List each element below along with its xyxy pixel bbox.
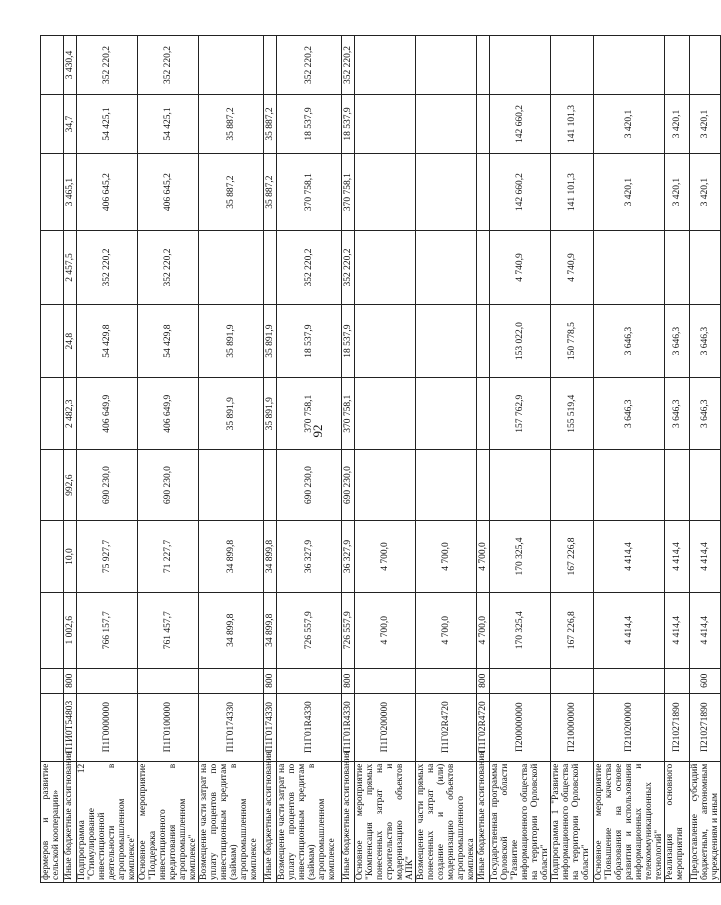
- amount-cell: 352 220,2: [277, 231, 342, 305]
- amount-cell: 406 645,2: [77, 154, 138, 231]
- amount-cell: 3 646,3: [665, 378, 690, 449]
- amount-cell: 2 457,5: [64, 231, 77, 305]
- amount-cell: 4 700,0: [477, 521, 490, 592]
- amount-cell: 4 700,0: [416, 521, 477, 592]
- amount-cell: 167 226,8: [551, 521, 594, 592]
- amount-cell: [416, 304, 477, 378]
- amount-cell: 18 537,9: [342, 95, 355, 154]
- amount-cell: 2 482,3: [64, 378, 77, 449]
- amount-cell: [477, 231, 490, 305]
- expense-type-cell: 800: [264, 668, 277, 693]
- amount-cell: 3 420,1: [690, 154, 721, 231]
- amount-cell: [416, 154, 477, 231]
- expense-type-cell: [41, 668, 64, 693]
- amount-cell: 690 230,0: [342, 449, 355, 520]
- amount-cell: [594, 449, 665, 520]
- amount-cell: 1 002,6: [64, 592, 77, 668]
- row-name-cell: фермеров и развитие сельской кооперации»: [41, 761, 64, 882]
- table-row: [416, 36, 477, 883]
- expense-type-cell: [355, 668, 416, 693]
- amount-cell: [477, 95, 490, 154]
- amount-cell: 36 327,9: [342, 521, 355, 592]
- amount-cell: [477, 154, 490, 231]
- amount-cell: 406 649,9: [77, 378, 138, 449]
- amount-cell: 34 899,8: [264, 592, 277, 668]
- amount-cell: 4 414,4: [690, 592, 721, 668]
- amount-cell: [41, 231, 64, 305]
- amount-cell: [41, 592, 64, 668]
- row-name-cell: Возмещение части затрат на уплату процентов по инвестиционным кредитам (займам) в агропромышленном комплексе: [277, 761, 342, 882]
- amount-cell: [690, 231, 721, 305]
- amount-cell: 3 646,3: [690, 378, 721, 449]
- amount-cell: 35 887,2: [199, 95, 264, 154]
- amount-cell: [355, 154, 416, 231]
- table-row: [277, 36, 342, 883]
- amount-cell: 142 660,2: [490, 95, 551, 154]
- row-name-cell: Государственная программа Орловской области "Развитие информационного общества на территории Орловской области": [490, 761, 551, 882]
- row-name-cell: Возмещение части затрат на уплату процентов по инвестиционным кредитам (займам) в агропромышленном комплексе: [199, 761, 264, 882]
- target-article-code-cell: П200000000: [490, 693, 551, 761]
- amount-cell: 4 414,4: [594, 521, 665, 592]
- amount-cell: [355, 449, 416, 520]
- amount-cell: 24,8: [64, 304, 77, 378]
- amount-cell: 141 101,3: [551, 154, 594, 231]
- table-row: [490, 36, 551, 883]
- amount-cell: 4 414,4: [665, 521, 690, 592]
- amount-cell: 3 420,1: [690, 95, 721, 154]
- amount-cell: 3 646,3: [690, 304, 721, 378]
- amount-cell: 4 700,0: [416, 592, 477, 668]
- expense-type-cell: [490, 668, 551, 693]
- target-article-code-cell: П210271890: [665, 693, 690, 761]
- row-name-cell: Возмещение части прямых понесенных затрат на создание и (или) модернизацию объектов агропромышленного комплекса: [416, 761, 477, 882]
- amount-cell: 141 101,3: [551, 95, 594, 154]
- expense-type-cell: [199, 668, 264, 693]
- row-name-cell: Основное мероприятие "Повышение качества образования на основе развития и использования информационных и телекоммуникационных технологий": [594, 761, 665, 882]
- row-name-cell: Основное мероприятие "Компенсация прямых понесенных затрат на строительство и модернизацию объектов АПК": [355, 761, 416, 882]
- table-row: [690, 36, 721, 883]
- amount-cell: 34 899,8: [199, 592, 264, 668]
- table-row: [199, 36, 264, 883]
- amount-cell: [355, 304, 416, 378]
- amount-cell: 690 230,0: [77, 449, 138, 520]
- rotated-table-container: [40, 35, 720, 883]
- amount-cell: [416, 95, 477, 154]
- expense-type-cell: [551, 668, 594, 693]
- budget-table: [40, 35, 721, 883]
- amount-cell: 35 887,2: [199, 154, 264, 231]
- row-name-cell: Иные бюджетные ассигнования: [342, 761, 355, 882]
- amount-cell: [264, 231, 277, 305]
- amount-cell: [690, 36, 721, 95]
- amount-cell: [477, 378, 490, 449]
- amount-cell: 3 420,1: [594, 154, 665, 231]
- amount-cell: 35 887,2: [264, 154, 277, 231]
- amount-cell: 35 887,2: [264, 95, 277, 154]
- amount-cell: 406 649,9: [138, 378, 199, 449]
- amount-cell: [41, 449, 64, 520]
- amount-cell: 54 429,8: [138, 304, 199, 378]
- target-article-code-cell: П1Г01R4330: [342, 693, 355, 761]
- expense-type-cell: [416, 668, 477, 693]
- amount-cell: 370 758,1: [277, 378, 342, 449]
- amount-cell: 35 891,9: [199, 378, 264, 449]
- amount-cell: 406 645,2: [138, 154, 199, 231]
- amount-cell: 3 646,3: [665, 304, 690, 378]
- target-article-code-cell: П210000000: [551, 693, 594, 761]
- amount-cell: [477, 36, 490, 95]
- amount-cell: 4 740,9: [551, 231, 594, 305]
- amount-cell: 157 762,9: [490, 378, 551, 449]
- amount-cell: 167 226,8: [551, 592, 594, 668]
- expense-type-cell: [77, 668, 138, 693]
- amount-cell: 3 420,1: [665, 95, 690, 154]
- amount-cell: [477, 449, 490, 520]
- amount-cell: 4 700,0: [477, 592, 490, 668]
- expense-type-cell: [138, 668, 199, 693]
- target-article-code-cell: П1Г0100000: [138, 693, 199, 761]
- target-article-code-cell: П210200000: [594, 693, 665, 761]
- table-body: [41, 36, 721, 883]
- row-name-cell: Подпрограмма 1 "Развитие информационного общества на территории Орловской области": [551, 761, 594, 882]
- amount-cell: [41, 304, 64, 378]
- amount-cell: 18 537,9: [277, 304, 342, 378]
- amount-cell: [199, 231, 264, 305]
- amount-cell: [416, 36, 477, 95]
- amount-cell: [41, 154, 64, 231]
- amount-cell: 352 220,2: [77, 231, 138, 305]
- target-article-code-cell: П1Г02R4720: [477, 693, 490, 761]
- expense-type-cell: [665, 668, 690, 693]
- expense-type-cell: 800: [64, 668, 77, 693]
- expense-type-cell: [594, 668, 665, 693]
- amount-cell: 352 220,2: [342, 231, 355, 305]
- amount-cell: 690 230,0: [138, 449, 199, 520]
- target-article-code-cell: П1Г01R4330: [277, 693, 342, 761]
- amount-cell: 36 327,9: [277, 521, 342, 592]
- amount-cell: [551, 449, 594, 520]
- amount-cell: 4 414,4: [690, 521, 721, 592]
- amount-cell: [416, 231, 477, 305]
- target-article-code-cell: [41, 693, 64, 761]
- amount-cell: [199, 449, 264, 520]
- amount-cell: 4 700,0: [355, 592, 416, 668]
- amount-cell: [264, 449, 277, 520]
- amount-cell: 3 420,1: [594, 95, 665, 154]
- amount-cell: 370 758,1: [342, 154, 355, 231]
- row-name-cell: Иные бюджетные ассигнования: [477, 761, 490, 882]
- table-row: [264, 36, 277, 883]
- amount-cell: 170 325,4: [490, 592, 551, 668]
- amount-cell: 992,6: [64, 449, 77, 520]
- amount-cell: 352 220,2: [77, 36, 138, 95]
- row-name-cell: Основное мероприятие "Поддержка инвестиционного кредитования в агропромышленном комплексе": [138, 761, 199, 882]
- amount-cell: [41, 521, 64, 592]
- amount-cell: [551, 36, 594, 95]
- amount-cell: 35 891,9: [264, 378, 277, 449]
- amount-cell: [355, 378, 416, 449]
- amount-cell: [199, 36, 264, 95]
- amount-cell: 370 758,1: [342, 378, 355, 449]
- row-name-cell: Реализация основного мероприятия: [665, 761, 690, 882]
- page-number: 92: [310, 424, 325, 438]
- amount-cell: 54 425,1: [77, 95, 138, 154]
- amount-cell: [594, 36, 665, 95]
- target-article-code-cell: П1Г0000000: [77, 693, 138, 761]
- amount-cell: 10,0: [64, 521, 77, 592]
- amount-cell: 142 660,2: [490, 154, 551, 231]
- amount-cell: [690, 449, 721, 520]
- amount-cell: 18 537,9: [277, 95, 342, 154]
- amount-cell: 75 927,7: [77, 521, 138, 592]
- table-row: [477, 36, 490, 883]
- amount-cell: [41, 378, 64, 449]
- table-row: [64, 36, 77, 883]
- expense-type-cell: 800: [342, 668, 355, 693]
- table-row: [551, 36, 594, 883]
- amount-cell: [665, 449, 690, 520]
- amount-cell: 352 220,2: [342, 36, 355, 95]
- target-article-code-cell: П1Г02R4720: [416, 693, 477, 761]
- row-name-cell: Предоставление субсидий бюджетным, автономным учреждениям и иным: [690, 761, 721, 882]
- target-article-code-cell: П1Г0200000: [355, 693, 416, 761]
- table-row: [41, 36, 64, 883]
- expense-type-cell: [277, 668, 342, 693]
- amount-cell: 34,7: [64, 95, 77, 154]
- amount-cell: [594, 231, 665, 305]
- amount-cell: 153 022,0: [490, 304, 551, 378]
- amount-cell: 4 414,4: [594, 592, 665, 668]
- amount-cell: [355, 231, 416, 305]
- amount-cell: [41, 95, 64, 154]
- table-row: [77, 36, 138, 883]
- row-name-cell: Иные бюджетные ассигнования: [64, 761, 77, 882]
- amount-cell: [477, 304, 490, 378]
- amount-cell: 54 429,8: [77, 304, 138, 378]
- table-row: [355, 36, 416, 883]
- amount-cell: 352 220,2: [138, 231, 199, 305]
- amount-cell: [416, 449, 477, 520]
- amount-cell: 18 537,9: [342, 304, 355, 378]
- amount-cell: [490, 36, 551, 95]
- amount-cell: 726 557,9: [342, 592, 355, 668]
- amount-cell: 54 425,1: [138, 95, 199, 154]
- amount-cell: 35 891,9: [199, 304, 264, 378]
- amount-cell: 35 891,9: [264, 304, 277, 378]
- amount-cell: 170 325,4: [490, 521, 551, 592]
- amount-cell: 4 700,0: [355, 521, 416, 592]
- amount-cell: [41, 36, 64, 95]
- amount-cell: [416, 378, 477, 449]
- amount-cell: 352 220,2: [277, 36, 342, 95]
- expense-type-cell: 800: [477, 668, 490, 693]
- amount-cell: [665, 36, 690, 95]
- target-article-code-cell: П1Г0174330: [199, 693, 264, 761]
- amount-cell: 4 740,9: [490, 231, 551, 305]
- amount-cell: 3 646,3: [594, 304, 665, 378]
- amount-cell: 4 414,4: [665, 592, 690, 668]
- row-name-cell: Иные бюджетные ассигнования: [264, 761, 277, 882]
- table-area: [40, 35, 720, 883]
- amount-cell: [264, 36, 277, 95]
- amount-cell: 352 220,2: [138, 36, 199, 95]
- amount-cell: 34 899,8: [264, 521, 277, 592]
- amount-cell: 3 465,1: [64, 154, 77, 231]
- amount-cell: 34 899,8: [199, 521, 264, 592]
- amount-cell: [355, 95, 416, 154]
- amount-cell: 155 519,4: [551, 378, 594, 449]
- amount-cell: 71 227,7: [138, 521, 199, 592]
- amount-cell: [355, 36, 416, 95]
- amount-cell: [665, 231, 690, 305]
- amount-cell: 3 646,3: [594, 378, 665, 449]
- amount-cell: 370 758,1: [277, 154, 342, 231]
- target-article-code-cell: П1И0Т54803: [64, 693, 77, 761]
- amount-cell: 766 157,7: [77, 592, 138, 668]
- target-article-code-cell: П210271890: [690, 693, 721, 761]
- amount-cell: 3 420,1: [665, 154, 690, 231]
- row-name-cell: Подпрограмма 12 "Стимулирование инвестиционной деятельности в агропромышленном комплексе": [77, 761, 138, 882]
- amount-cell: 3 430,4: [64, 36, 77, 95]
- amount-cell: [490, 449, 551, 520]
- table-row: [138, 36, 199, 883]
- table-row: [342, 36, 355, 883]
- amount-cell: 761 457,7: [138, 592, 199, 668]
- amount-cell: 150 778,5: [551, 304, 594, 378]
- table-row: [594, 36, 665, 883]
- table-row: [665, 36, 690, 883]
- expense-type-cell: 600: [690, 668, 721, 693]
- amount-cell: 726 557,9: [277, 592, 342, 668]
- target-article-code-cell: П1Г0174330: [264, 693, 277, 761]
- amount-cell: 690 230,0: [277, 449, 342, 520]
